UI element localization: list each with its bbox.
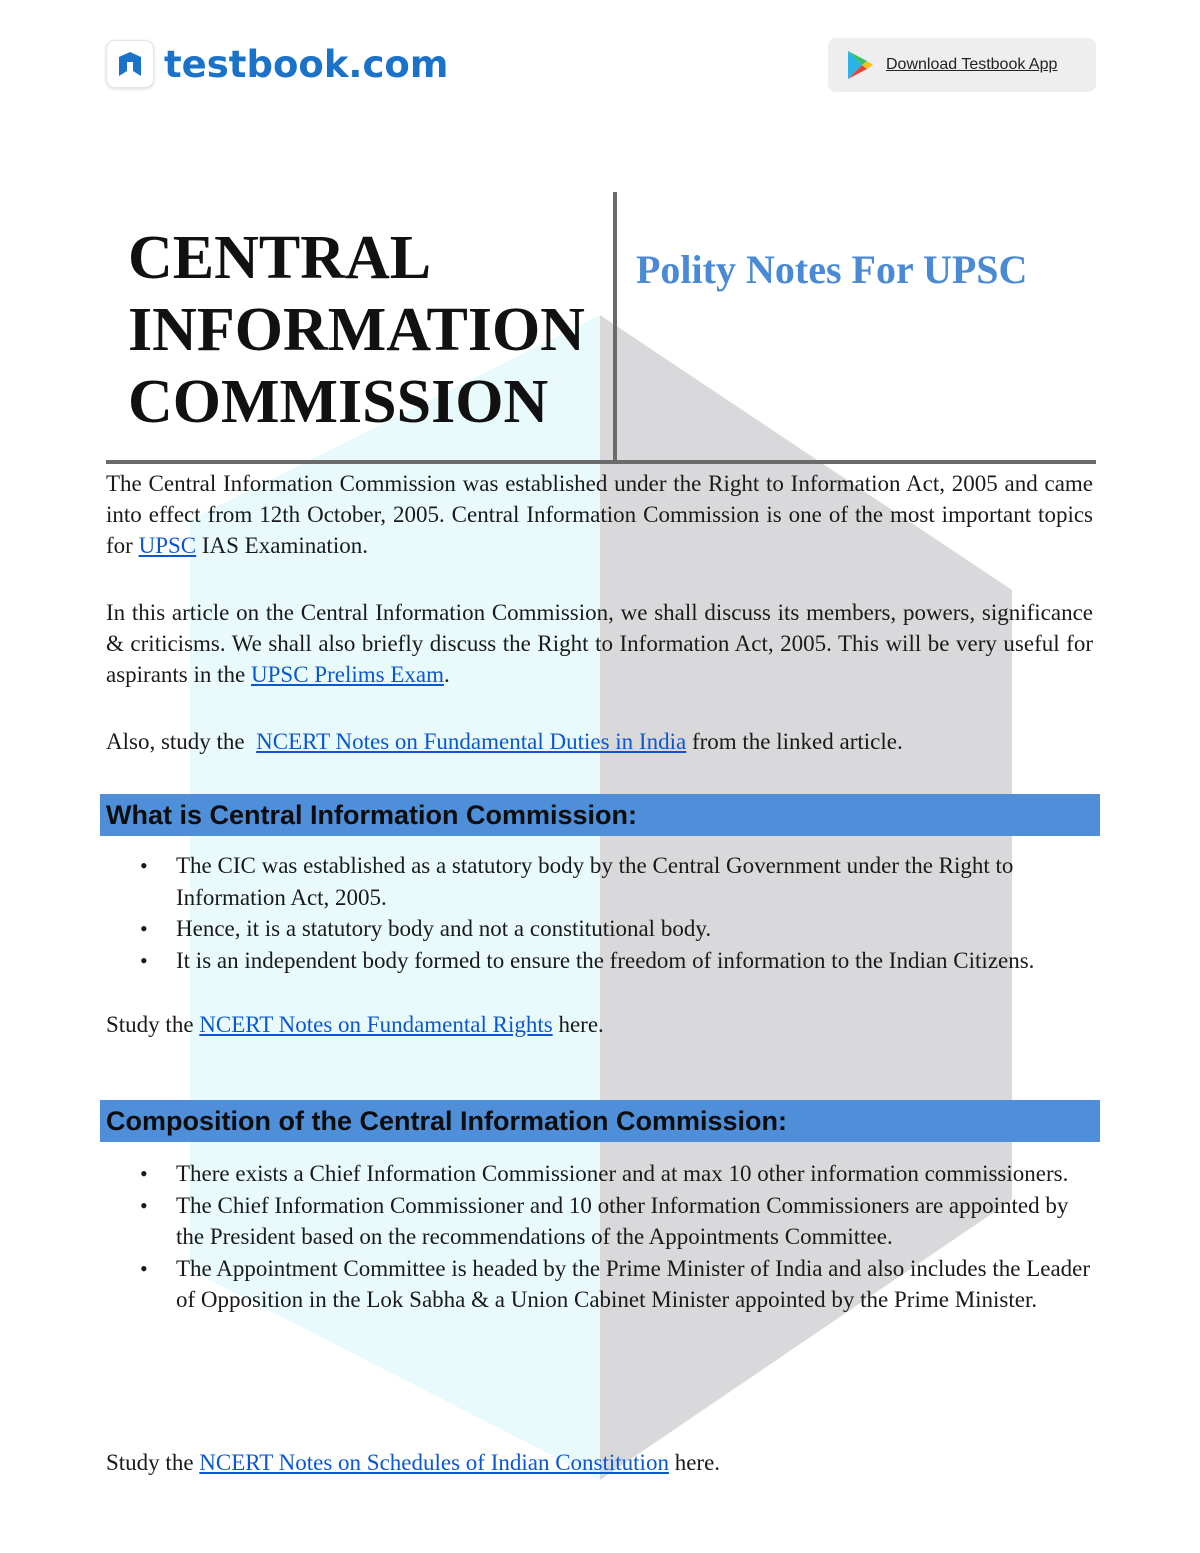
section-heading-what-is-cic [100,794,1100,836]
fundamental-duties-link[interactable]: NCERT Notes on Fundamental Duties in India [256,729,687,754]
list-item: • The CIC was established as a statutory body by the Central Government under the Right to Information Act, 2005. [106,850,1096,913]
section2-study-line [106,1447,1093,1478]
intro-p1-text-end: IAS Examination. [196,533,368,558]
upsc-prelims-link[interactable]: UPSC Prelims Exam [251,662,444,687]
intro-p3-text-end: from the linked article. [686,729,903,754]
logo-text: testbook.com [164,42,449,86]
upsc-link[interactable]: UPSC [138,533,197,558]
list-item: • It is an independent body formed to ensure the freedom of information to the Indian Citizens. [106,945,1096,977]
logo-mark-icon [106,40,154,88]
intro-p2-text-end: . [443,662,450,687]
intro-paragraph-1 [106,468,1093,561]
intro-p1-text: The Central Information Commission was established under the Right to Information Act, 2005 and came into effect from 12th October, 2005. Central Information Commission is one of the most important topics for [106,471,1093,558]
section2-study-text-end: here. [668,1450,721,1475]
section2-bullet-list [106,1158,1096,1316]
schedules-constitution-link[interactable]: NCERT Notes on Schedules of Indian Constitution [199,1450,669,1475]
fundamental-rights-link[interactable]: NCERT Notes on Fundamental Rights [199,1012,553,1037]
section1-study-text-end: here. [552,1012,604,1037]
title-vertical-divider [613,192,617,462]
section-heading-composition [100,1100,1100,1142]
intro-paragraph-3 [106,726,1093,757]
testbook-logo[interactable] [106,40,448,88]
list-item: • There exists a Chief Information Commissioner and at max 10 other information commissioners. [106,1158,1096,1190]
download-app-button[interactable] [828,38,1096,92]
page-subtitle: Polity Notes For UPSC [636,247,1028,292]
page-title [128,222,585,438]
intro-p2-text: In this article on the Central Information Commission, we shall discuss its members, powers, significance & criticisms. We shall also briefly discuss the Right to Information Act, 2005. This will be very useful for aspirants in the [106,600,1093,687]
title-line-3: COMMISSION [128,368,549,436]
list-item: • Hence, it is a statutory body and not a constitutional body. [106,913,1096,945]
section2-heading-text: Composition of the Central Information Commission: [106,1106,787,1136]
title-horizontal-divider [106,460,1096,464]
section2-study-text: Study the [106,1450,200,1475]
section1-study-text: Study the [106,1012,200,1037]
title-line-2: INFORMATION [128,296,585,364]
intro-p3-text: Also, study the [106,729,257,754]
section1-study-line [106,1009,1093,1040]
list-item: • The Appointment Committee is headed by the Prime Minister of India and also includes the Leader of Opposition in the Lok Sabha & a Union Cabinet Minister appointed by the Prime Minister. [106,1253,1096,1316]
section1-heading-text: What is Central Information Commission: [106,800,638,830]
title-line-1: CENTRAL [128,224,432,292]
list-item: • The Chief Information Commissioner and 10 other Information Commissioners are appointed by the President based on the recommendations of the Appointments Committee. [106,1190,1096,1253]
download-app-label: Download Testbook App [886,56,1058,73]
google-play-icon [846,50,874,80]
intro-paragraph-2 [106,597,1093,690]
section1-bullet-list [106,850,1096,976]
